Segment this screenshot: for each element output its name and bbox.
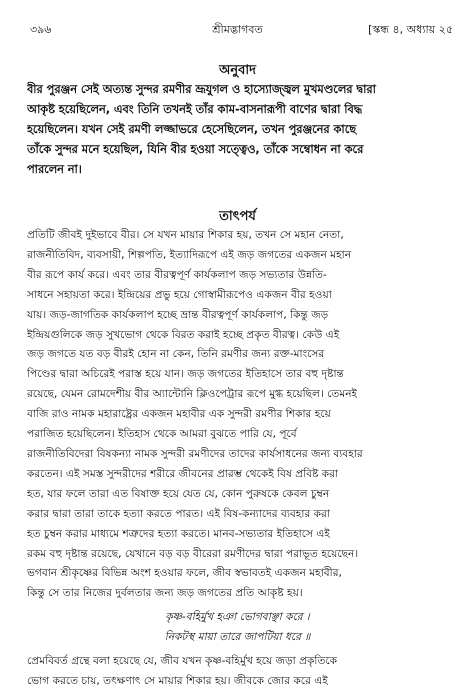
purport-heading: তাৎপর্য: [219, 209, 256, 224]
translation-line: বীর পুরঞ্জন সেই অত্যন্ত সুন্দর রমণীর ভ্রূযুগল ও হাস্যোজ্জ্বল মুখমণ্ডলের দ্বারা: [27, 83, 376, 96]
purport-line: পিণ্ডের দ্বারা অচিরেই পরাস্ত হয়ে যান। জড় জগতের ইতিহাসে তার বহু দৃষ্টান্ত: [27, 368, 344, 381]
page-number: ৩৯৬: [30, 23, 52, 36]
purport-line: ভোগ করতে চায়, তৎক্ষণাৎ সে মায়ার শিকার হয়। জীবকে জোর করে এই: [27, 674, 328, 687]
translation-line: তাঁকে সুন্দর মনে হয়েছিল, যিনি বীর হওয়া সত্ত্বেও, তাঁকে সম্বোধন না করে: [27, 143, 364, 156]
verse-quote: [0, 607, 475, 647]
purport-line: সাধনে সহায়তা করে। ইন্দ্রিয়ের প্রভু হয়ে গোস্বামীরূপেও একজন বীর হওয়া: [27, 288, 332, 301]
purport-line: রাজনীতিবিদ, ব্যবসায়ী, শিল্পপতি, ইত্যাদিরূপে এই জড় জগতের একজন মহান: [27, 248, 352, 261]
purport-line: জড় জগতে যত বড় বীরই হোন না কেন, তিনি রমণীর জন্য রক্ত-মাংসের: [27, 348, 325, 361]
translation-heading: অনুবাদ: [219, 63, 256, 78]
translation-line: হয়েছিলেন। যখন সেই রমণী লজ্জাভরে হেসেছিলেন, তখন পুরঞ্জনের কাছে: [27, 123, 357, 136]
purport-text: [27, 226, 455, 604]
purport-line: করার দ্বারা তারা তাকে হত্যা করতে পারত। এই বিষ-কন্যাদের ব্যবহার করা: [27, 507, 330, 520]
translation-text: [27, 80, 455, 180]
purport-line: প্রেমবিবর্ত গ্রন্থে বলা হয়েছে যে, জীব যখন কৃষ্ণ-বহির্মুখ হয়ে জড়া প্রকৃতিকে: [27, 655, 338, 667]
purport-continuation: [27, 652, 455, 692]
purport-line: হত, যার ফলে তারা এত বিষাক্ত হয়ে যেত যে, কোন পুরুষকে কেবল চুম্বন: [27, 487, 330, 500]
purport-line: রাজনীতিবিদেরা বিষকন্যা নামক সুন্দরী রমণীদের তাদের কার্যসাধনের জন্য ব্যবহার: [27, 447, 363, 460]
purport-line: বাজি রাও নামক মহারাষ্ট্রের একজন মহাবীর এক সুন্দরী রমণীর শিকার হয়ে: [27, 408, 331, 421]
purport-line: করতেন। এই সমস্ত সুন্দরীদের শরীরে জীবনের প্রারম্ভ থেকেই বিষ প্রবিষ্ট করা: [27, 467, 339, 480]
chapter-reference: [স্কন্ধ ৪, অধ্যায় ২৫: [368, 23, 453, 36]
book-title: শ্রীমদ্ভাগবত: [212, 23, 263, 36]
purport-line: হত চুম্বন করার মাধ্যমে শত্রুদের হত্যা করতে। মানব-সভ্যতার ইতিহাসে এই: [27, 527, 330, 540]
verse-line: নিকটস্থ মায়া তারে জাপটিয়া ধরে ॥: [164, 631, 311, 643]
purport-line: প্রতিটি জীবই দুইভাবে বীর। সে যখন মায়ার শিকার হয়, তখন সে মহান নেতা,: [27, 229, 344, 241]
purport-line: বীর রূপে কার্য করে। এবং তার বীরত্বপূর্ণ কার্যকলাপ জড় সভ্যতার উন্নতি-: [27, 268, 327, 281]
purport-line: যায়। জড়-জাগতিক কার্যকলাপ হচ্ছে ভ্রান্ত বীরত্বপূর্ণ কার্যকলাপ, কিন্তু জড়: [27, 308, 329, 321]
purport-line: পরাজিত হয়েছিলেন। ইতিহাস থেকে আমরা বুঝতে পারি যে, পূর্বে: [27, 428, 297, 441]
purport-line: ইন্দ্রিয়গুলিকে জড় সুখভোগ থেকে বিরত করাই হচ্ছে প্রকৃত বীরত্ব। কেউ এই: [27, 328, 340, 341]
verse-line: কৃষ্ণ-বহির্মুখ হঞা ভোগবাঞ্ছা করে ।: [165, 611, 310, 623]
translation-line: আকৃষ্ট হয়েছিলেন, এবং তিনি তখনই তাঁর কাম-বাসনারূপী বাণের দ্বারা বিদ্ধ: [27, 103, 363, 116]
purport-line: রয়েছে, যেমন রোমদেশীয় বীর অ্যান্টোনি ক্লিওপেট্রার রূপে মুগ্ধ হয়েছিল। তেমনই: [27, 388, 358, 401]
purport-line: কিন্তু সে তার নিজের দুর্বলতার জন্য জড় জগতের প্রতি আকৃষ্ট হয়।: [27, 587, 303, 600]
translation-line: পারলেন না।: [27, 163, 82, 176]
purport-line: রকম বহু দৃষ্টান্ত রয়েছে, যেখানে বড় বড় বীরেরা রমণীদের দ্বারা পরাভূত হয়েছেন।: [27, 547, 359, 560]
purport-line: ভগবান শ্রীকৃষ্ণের বিভিন্ন অংশ হওয়ার ফলে, জীব স্বভাবতই একজন মহাবীর,: [27, 567, 342, 580]
page-header: [22, 22, 453, 38]
